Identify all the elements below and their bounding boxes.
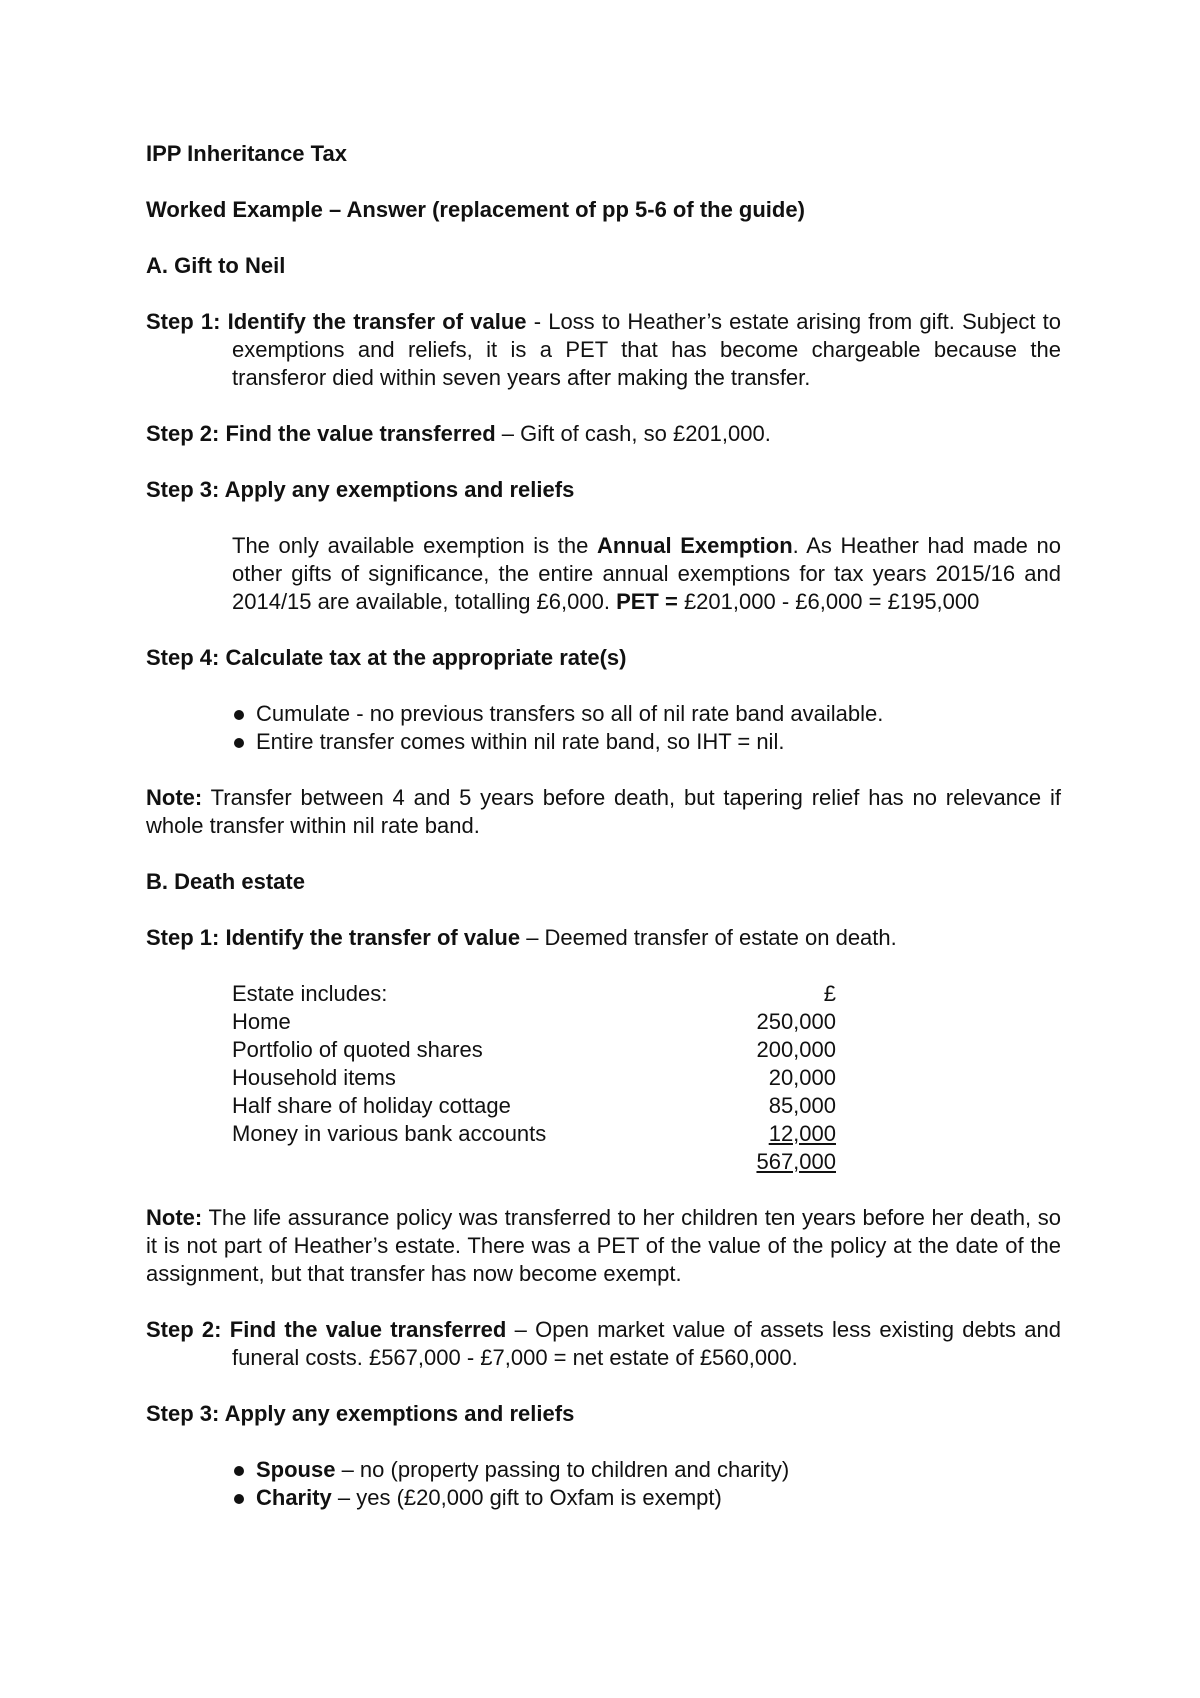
spouse-text: – no (property passing to children and charity) — [335, 1457, 790, 1482]
charity-label: Charity — [256, 1485, 332, 1510]
estate-item-label: Household items — [232, 1065, 396, 1090]
list-item — [232, 1484, 1061, 1512]
section-b-step2-label: Step 2: Find the value transferred — [146, 1317, 507, 1342]
list-item: Cumulate - no previous transfers so all of nil rate band available. — [232, 700, 1061, 728]
annual-exemption-term: Annual Exemption — [597, 533, 793, 558]
section-a-step1 — [146, 308, 1061, 392]
estate-item-label: Half share of holiday cottage — [232, 1093, 511, 1118]
section-b-step3-list — [146, 1456, 1061, 1512]
section-a-note — [146, 784, 1061, 840]
estate-item-label: Home — [232, 1009, 291, 1034]
estate-header-currency: £ — [823, 981, 836, 1006]
section-b-heading: B. Death estate — [146, 869, 305, 894]
note-text: The life assurance policy was transferred to her children ten years before her death, so it is not part of Heather’s estate. There was a PET of the value of the policy at the date of the assignment, but that transfer has now become exempt. — [146, 1205, 1061, 1286]
list-item — [232, 1456, 1061, 1484]
table-row — [232, 1092, 836, 1120]
document-title: IPP Inheritance Tax — [146, 141, 347, 166]
estate-item-amount: 250,000 — [756, 1009, 836, 1034]
estate-item-amount: 85,000 — [768, 1093, 836, 1118]
section-b-step1-text: – Deemed transfer of estate on death. — [520, 925, 897, 950]
list-item: Entire transfer comes within nil rate band, so IHT = nil. — [232, 728, 1061, 756]
estate-item-amount: 200,000 — [756, 1037, 836, 1062]
table-row — [232, 1148, 836, 1176]
estate-total: 567,000 — [756, 1149, 836, 1174]
estate-item-amount: 12,000 — [768, 1121, 836, 1146]
section-a-step2-text: – Gift of cash, so £201,000. — [501, 421, 771, 446]
section-a-step2-label: Step 2: Find the value transferred — [146, 421, 496, 446]
section-a-step2 — [146, 420, 1061, 448]
note-text: Transfer between 4 and 5 years before death, but tapering relief has no relevance if whole transfer within nil rate band. — [146, 785, 1061, 838]
table-row — [232, 1064, 836, 1092]
estate-table — [232, 980, 836, 1176]
table-row — [232, 980, 836, 1008]
section-b-note — [146, 1204, 1061, 1288]
section-a-step3-label: Step 3: Apply any exemptions and reliefs — [146, 477, 575, 502]
exemption-text-pre: The only available exemption is the — [232, 533, 597, 558]
section-b-step2 — [146, 1316, 1061, 1372]
table-row — [232, 1036, 836, 1064]
pet-calculation: £201,000 - £6,000 = £195,000 — [677, 589, 980, 614]
section-a-step4-label: Step 4: Calculate tax at the appropriate rate(s) — [146, 645, 627, 670]
section-b-step1 — [146, 924, 1061, 952]
section-a-step1-text: - Loss to Heather’s estate arising from gift. Subject to exemptions and reliefs, it is a PET that has become chargeable because the transferor died within seven years after making the transfer. — [232, 309, 1061, 390]
spouse-label: Spouse — [256, 1457, 336, 1482]
document-page — [146, 140, 1061, 1512]
estate-item-amount: 20,000 — [768, 1065, 836, 1090]
section-b-step1-label: Step 1: Identify the transfer of value — [146, 925, 521, 950]
table-row — [232, 1008, 836, 1036]
note-label: Note: — [146, 785, 203, 810]
estate-item-label: Money in various bank accounts — [232, 1121, 547, 1146]
section-a-step4-list — [146, 700, 1061, 756]
table-row — [232, 1120, 836, 1148]
note-label: Note: — [146, 1205, 203, 1230]
section-b-step2-text: – Open market value of assets less existing debts and funeral costs. £567,000 - £7,000 = net estate of £560,000. — [232, 1317, 1062, 1370]
section-a-step3-paragraph — [146, 532, 1061, 616]
section-b-step3-label: Step 3: Apply any exemptions and reliefs — [146, 1401, 575, 1426]
estate-item-label: Portfolio of quoted shares — [232, 1037, 483, 1062]
estate-header-label: Estate includes: — [232, 981, 388, 1006]
document-subtitle: Worked Example – Answer (replacement of pp 5-6 of the guide) — [146, 197, 805, 222]
pet-label: PET = — [616, 589, 678, 614]
section-a-step1-label: Step 1: Identify the transfer of value — [146, 309, 527, 334]
charity-text: – yes (£20,000 gift to Oxfam is exempt) — [331, 1485, 722, 1510]
section-a-heading: A. Gift to Neil — [146, 253, 286, 278]
exemption-text-mid: . As Heather had made no other gifts of significance, the entire annual exemptions for tax years 2015/16 and 2014/15 are available, totalling £6,000. — [232, 533, 1061, 614]
